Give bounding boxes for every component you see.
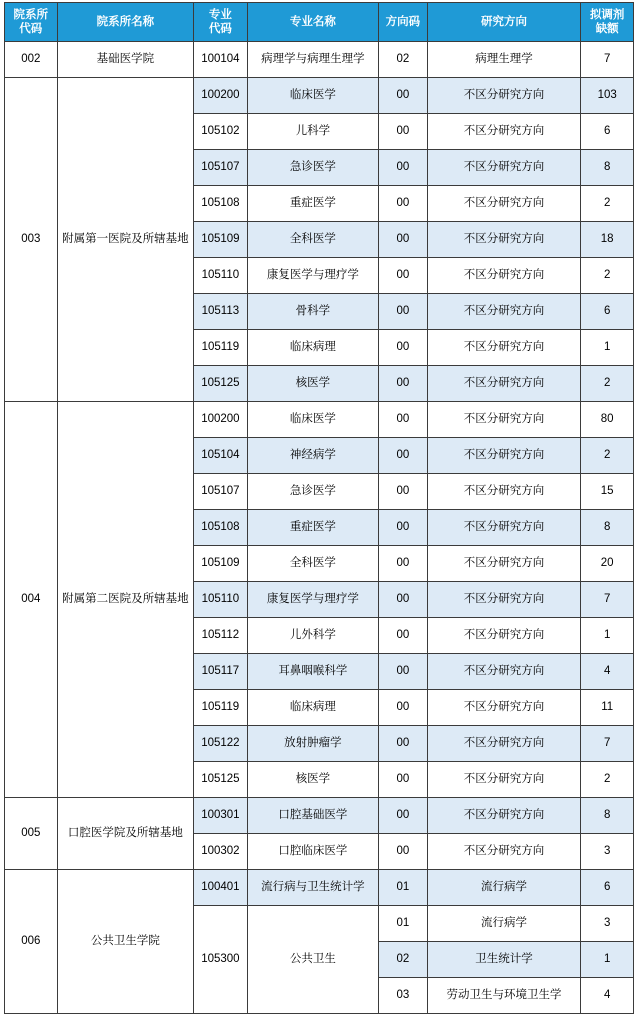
cell-major-name: 核医学 [247, 366, 378, 402]
cell-vacancy: 1 [581, 330, 634, 366]
cell-research-direction: 不区分研究方向 [427, 762, 581, 798]
cell-major-name: 流行病与卫生统计学 [247, 870, 378, 906]
cell-vacancy: 2 [581, 258, 634, 294]
cell-direction-code: 03 [379, 978, 428, 1014]
column-header-major-code-line1: 专业 [208, 8, 232, 21]
cell-major-name: 重症医学 [247, 186, 378, 222]
cell-vacancy: 7 [581, 726, 634, 762]
cell-direction-code: 00 [379, 114, 428, 150]
cell-vacancy: 11 [581, 690, 634, 726]
cell-major-code: 105122 [194, 726, 248, 762]
cell-major-code: 105113 [194, 294, 248, 330]
cell-major-name: 临床医学 [247, 78, 378, 114]
cell-vacancy: 103 [581, 78, 634, 114]
cell-research-direction: 不区分研究方向 [427, 618, 581, 654]
cell-research-direction: 劳动卫生与环境卫生学 [427, 978, 581, 1014]
cell-major-name: 神经病学 [247, 438, 378, 474]
cell-research-direction: 不区分研究方向 [427, 330, 581, 366]
column-header-vacancy [581, 3, 634, 42]
table-row [5, 78, 634, 114]
cell-vacancy: 2 [581, 438, 634, 474]
cell-major-name: 康复医学与理疗学 [247, 582, 378, 618]
cell-research-direction: 流行病学 [427, 906, 581, 942]
column-header-vacancy-line2: 缺额 [595, 23, 619, 35]
cell-dept-name: 附属第二医院及所辖基地 [57, 402, 194, 798]
cell-direction-code: 01 [379, 906, 428, 942]
cell-major-code: 100302 [194, 834, 248, 870]
cell-major-code: 105108 [194, 186, 248, 222]
cell-major-name: 临床医学 [247, 402, 378, 438]
cell-research-direction: 流行病学 [427, 870, 581, 906]
cell-vacancy: 4 [581, 654, 634, 690]
cell-direction-code: 00 [379, 654, 428, 690]
cell-major-name: 儿外科学 [247, 618, 378, 654]
cell-direction-code: 00 [379, 366, 428, 402]
cell-vacancy: 4 [581, 978, 634, 1014]
cell-major-code: 105125 [194, 762, 248, 798]
cell-major-code: 105300 [194, 906, 248, 1014]
cell-direction-code: 00 [379, 330, 428, 366]
adjustment-vacancy-table [4, 2, 634, 1014]
table-row [5, 42, 634, 78]
cell-direction-code: 00 [379, 402, 428, 438]
cell-vacancy: 1 [581, 618, 634, 654]
cell-vacancy: 15 [581, 474, 634, 510]
column-header-research-direction: 研究方向 [427, 3, 581, 42]
cell-major-code: 100200 [194, 78, 248, 114]
column-header-direction-code: 方向码 [379, 3, 428, 42]
cell-research-direction: 不区分研究方向 [427, 258, 581, 294]
cell-research-direction: 不区分研究方向 [427, 690, 581, 726]
cell-dept-name: 附属第一医院及所辖基地 [57, 78, 194, 402]
cell-major-name: 急诊医学 [247, 474, 378, 510]
cell-research-direction: 不区分研究方向 [427, 834, 581, 870]
cell-direction-code: 00 [379, 690, 428, 726]
cell-vacancy: 8 [581, 150, 634, 186]
cell-vacancy: 7 [581, 582, 634, 618]
cell-major-code: 100200 [194, 402, 248, 438]
cell-research-direction: 不区分研究方向 [427, 222, 581, 258]
cell-vacancy: 3 [581, 834, 634, 870]
cell-major-name: 公共卫生 [247, 906, 378, 1014]
cell-direction-code: 00 [379, 438, 428, 474]
cell-major-code: 105102 [194, 114, 248, 150]
cell-research-direction: 不区分研究方向 [427, 366, 581, 402]
cell-major-name: 核医学 [247, 762, 378, 798]
cell-major-name: 临床病理 [247, 690, 378, 726]
cell-major-name: 放射肿瘤学 [247, 726, 378, 762]
cell-major-code: 105109 [194, 222, 248, 258]
header-row [5, 3, 634, 42]
column-header-major-code-line2: 代码 [208, 23, 232, 35]
cell-direction-code: 00 [379, 762, 428, 798]
cell-major-name: 耳鼻咽喉科学 [247, 654, 378, 690]
column-header-major-name: 专业名称 [247, 3, 378, 42]
cell-direction-code: 01 [379, 870, 428, 906]
cell-major-name: 全科医学 [247, 222, 378, 258]
cell-research-direction: 卫生统计学 [427, 942, 581, 978]
cell-dept-code: 002 [5, 42, 58, 78]
cell-direction-code: 00 [379, 186, 428, 222]
cell-major-code: 105119 [194, 330, 248, 366]
cell-direction-code: 00 [379, 546, 428, 582]
cell-major-code: 100104 [194, 42, 248, 78]
cell-vacancy: 80 [581, 402, 634, 438]
cell-direction-code: 00 [379, 294, 428, 330]
cell-dept-name: 基础医学院 [57, 42, 194, 78]
cell-direction-code: 00 [379, 510, 428, 546]
cell-research-direction: 不区分研究方向 [427, 294, 581, 330]
table-header [5, 3, 634, 42]
cell-major-code: 105112 [194, 618, 248, 654]
cell-major-code: 100401 [194, 870, 248, 906]
cell-major-code: 105109 [194, 546, 248, 582]
cell-direction-code: 00 [379, 582, 428, 618]
cell-major-name: 口腔基础医学 [247, 798, 378, 834]
cell-research-direction: 不区分研究方向 [427, 402, 581, 438]
cell-vacancy: 8 [581, 510, 634, 546]
cell-research-direction: 不区分研究方向 [427, 78, 581, 114]
cell-major-code: 105110 [194, 582, 248, 618]
cell-major-name: 儿科学 [247, 114, 378, 150]
cell-vacancy: 6 [581, 294, 634, 330]
cell-major-code: 105108 [194, 510, 248, 546]
cell-research-direction: 不区分研究方向 [427, 474, 581, 510]
cell-direction-code: 00 [379, 834, 428, 870]
cell-major-code: 105107 [194, 474, 248, 510]
cell-major-name: 急诊医学 [247, 150, 378, 186]
cell-direction-code: 00 [379, 222, 428, 258]
cell-major-code: 105104 [194, 438, 248, 474]
cell-dept-code: 006 [5, 870, 58, 1014]
cell-research-direction: 不区分研究方向 [427, 726, 581, 762]
cell-direction-code: 00 [379, 258, 428, 294]
cell-vacancy: 18 [581, 222, 634, 258]
cell-research-direction: 病理生理学 [427, 42, 581, 78]
cell-research-direction: 不区分研究方向 [427, 186, 581, 222]
cell-direction-code: 02 [379, 942, 428, 978]
cell-direction-code: 00 [379, 798, 428, 834]
cell-research-direction: 不区分研究方向 [427, 582, 581, 618]
cell-direction-code: 00 [379, 726, 428, 762]
cell-major-name: 全科医学 [247, 546, 378, 582]
cell-direction-code: 00 [379, 474, 428, 510]
cell-major-code: 105119 [194, 690, 248, 726]
cell-major-code: 105117 [194, 654, 248, 690]
cell-research-direction: 不区分研究方向 [427, 510, 581, 546]
cell-research-direction: 不区分研究方向 [427, 114, 581, 150]
cell-vacancy: 2 [581, 186, 634, 222]
cell-vacancy: 7 [581, 42, 634, 78]
cell-major-code: 100301 [194, 798, 248, 834]
cell-major-name: 康复医学与理疗学 [247, 258, 378, 294]
cell-research-direction: 不区分研究方向 [427, 546, 581, 582]
cell-direction-code: 00 [379, 78, 428, 114]
cell-major-code: 105110 [194, 258, 248, 294]
cell-dept-code: 005 [5, 798, 58, 870]
cell-research-direction: 不区分研究方向 [427, 150, 581, 186]
cell-major-code: 105125 [194, 366, 248, 402]
cell-vacancy: 6 [581, 870, 634, 906]
cell-vacancy: 6 [581, 114, 634, 150]
cell-research-direction: 不区分研究方向 [427, 438, 581, 474]
column-header-dept-code-line2: 代码 [19, 23, 43, 35]
table-body [5, 42, 634, 1014]
table-row [5, 870, 634, 906]
column-header-dept-code [5, 3, 58, 42]
cell-dept-name: 口腔医学院及所辖基地 [57, 798, 194, 870]
table-row [5, 798, 634, 834]
cell-direction-code: 02 [379, 42, 428, 78]
cell-vacancy: 3 [581, 906, 634, 942]
column-header-major-code [194, 3, 248, 42]
column-header-vacancy-line1: 拟调剂 [589, 8, 625, 21]
column-header-dept-code-line1: 院系所 [13, 8, 49, 21]
cell-vacancy: 20 [581, 546, 634, 582]
cell-dept-code: 004 [5, 402, 58, 798]
column-header-dept-name: 院系所名称 [57, 3, 194, 42]
table-row [5, 402, 634, 438]
cell-major-code: 105107 [194, 150, 248, 186]
cell-major-name: 临床病理 [247, 330, 378, 366]
cell-major-name: 口腔临床医学 [247, 834, 378, 870]
cell-research-direction: 不区分研究方向 [427, 798, 581, 834]
cell-major-name: 骨科学 [247, 294, 378, 330]
cell-research-direction: 不区分研究方向 [427, 654, 581, 690]
cell-vacancy: 8 [581, 798, 634, 834]
document-page [0, 2, 638, 1002]
cell-direction-code: 00 [379, 150, 428, 186]
cell-dept-name: 公共卫生学院 [57, 870, 194, 1014]
cell-vacancy: 1 [581, 942, 634, 978]
cell-vacancy: 2 [581, 366, 634, 402]
cell-major-name: 重症医学 [247, 510, 378, 546]
cell-vacancy: 2 [581, 762, 634, 798]
cell-direction-code: 00 [379, 618, 428, 654]
cell-major-name: 病理学与病理生理学 [247, 42, 378, 78]
cell-dept-code: 003 [5, 78, 58, 402]
